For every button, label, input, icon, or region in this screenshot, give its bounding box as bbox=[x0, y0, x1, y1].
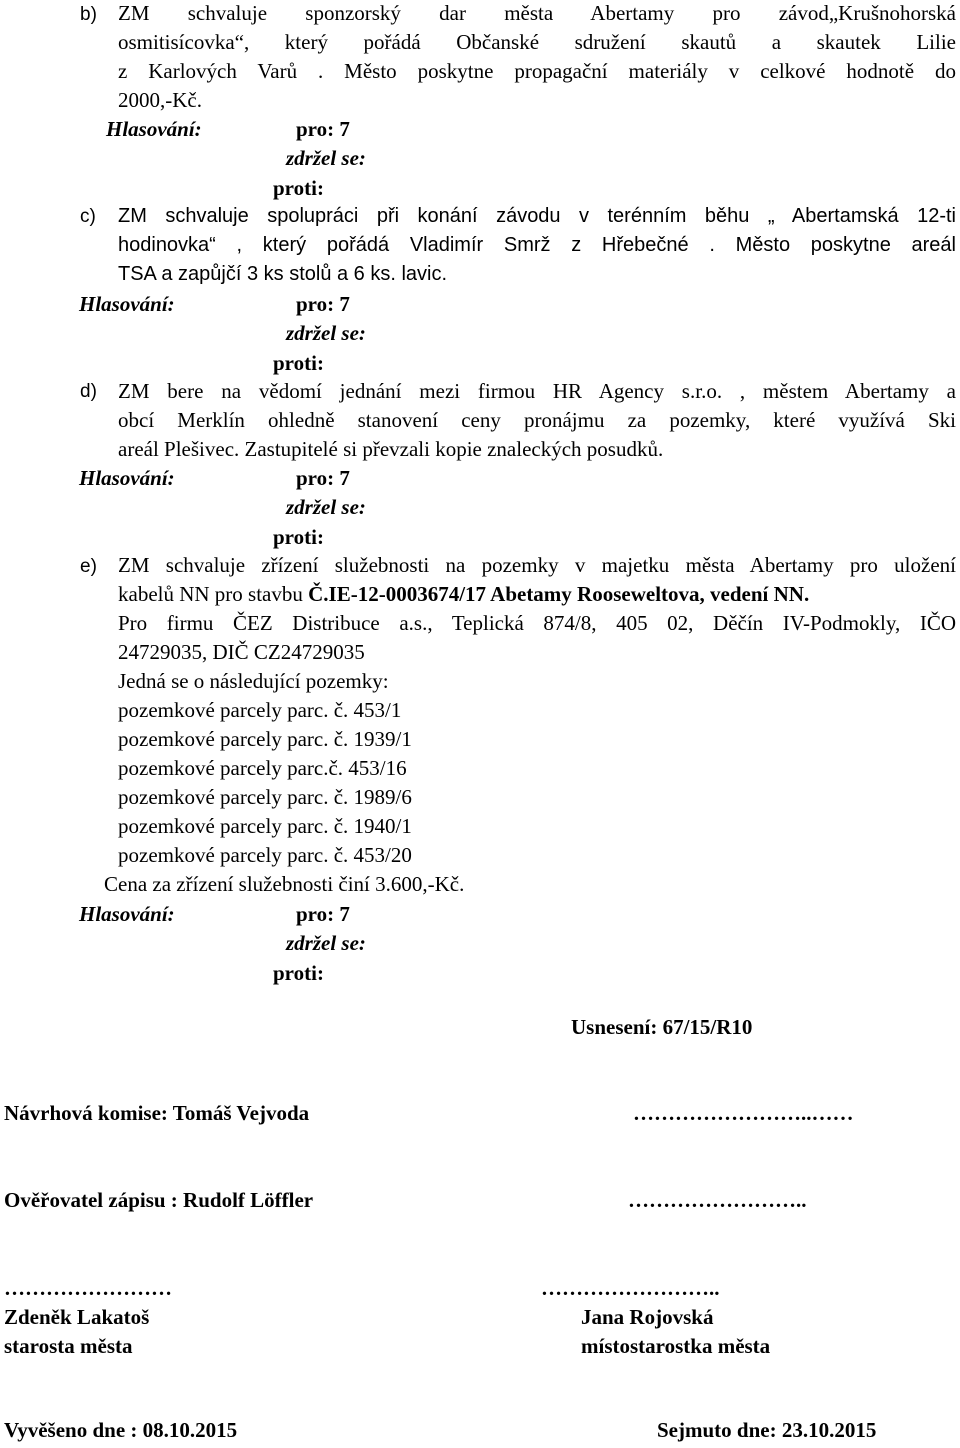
removed-date: Sejmuto dne: 23.10.2015 bbox=[657, 1418, 877, 1442]
starosta-name: Zdeněk Lakatoš bbox=[4, 1305, 150, 1329]
section-b-line-2: osmitisícovka“, který pořádá Občanské sdružení skautů a skautek Lilie bbox=[118, 30, 956, 54]
section-e-line-3: Pro firmu ČEZ Distribuce a.s., Teplická 874/8, 405 02, Děčín IV-Podmokly, IČO bbox=[118, 611, 956, 635]
vote-proti: proti: bbox=[273, 961, 324, 985]
signature-line: ……………………..…… bbox=[633, 1101, 854, 1125]
vote-pro: pro: 7 bbox=[296, 292, 350, 316]
section-b-line-1: ZM schvaluje sponzorský dar města Abertamy pro závod„Krušnohorská bbox=[118, 1, 956, 25]
vote-zdrzel: zdržel se: bbox=[286, 495, 366, 519]
vote-label: Hlasování: bbox=[79, 466, 175, 490]
parcel-item: pozemkové parcely parc. č. 1940/1 bbox=[118, 814, 412, 838]
section-b-line-3: z Karlových Varů . Město poskytne propagační materiály v celkové hodnotě do bbox=[118, 59, 956, 83]
section-d-line-2: obcí Merklín ohledně stanovení ceny pronájmu za pozemky, které využívá Ski bbox=[118, 408, 956, 432]
mistostarostka-name: Jana Rojovská bbox=[581, 1305, 714, 1329]
vote-label: Hlasování: bbox=[106, 117, 202, 141]
signature-line: …………………….. bbox=[541, 1276, 720, 1300]
mistostarostka-title: místostarostka města bbox=[581, 1334, 771, 1358]
signature-line: …………………… bbox=[4, 1276, 172, 1300]
section-e-line-2-text: kabelů NN pro stavbu bbox=[118, 582, 309, 606]
vote-zdrzel: zdržel se: bbox=[286, 931, 366, 955]
section-marker: b) bbox=[80, 4, 97, 25]
parcel-item: pozemkové parcely parc. č. 1939/1 bbox=[118, 727, 412, 751]
vote-zdrzel: zdržel se: bbox=[286, 321, 366, 345]
parcel-item: pozemkové parcely parc. č. 453/1 bbox=[118, 698, 402, 722]
vote-proti: proti: bbox=[273, 525, 324, 549]
navrhova-komise: Návrhová komise: Tomáš Vejvoda bbox=[4, 1101, 310, 1125]
vote-pro: pro: 7 bbox=[296, 117, 350, 141]
section-c-line-1: ZM schvaluje spolupráci při konání závodu v terénním běhu „ Abertamská 12-ti bbox=[118, 205, 956, 227]
section-marker: c) bbox=[80, 206, 96, 227]
section-e-line-2 bbox=[118, 581, 809, 607]
section-d-line-3: areál Plešivec. Zastupitelé si převzali kopie znaleckých posudků. bbox=[118, 437, 664, 461]
vote-label: Hlasování: bbox=[79, 292, 175, 316]
posted-date: Vyvěšeno dne : 08.10.2015 bbox=[4, 1418, 238, 1442]
overovatel-zapisu: Ověřovatel zápisu : Rudolf Löffler bbox=[4, 1188, 314, 1212]
section-c-line-3: TSA a zapůjčí 3 ks stolů a 6 ks. lavic. bbox=[118, 263, 448, 285]
starosta-title: starosta města bbox=[4, 1334, 133, 1358]
section-e-line-5: Jedná se o následující pozemky: bbox=[118, 669, 389, 693]
vote-pro: pro: 7 bbox=[296, 902, 350, 926]
section-c-line-2: hodinovka“ , který pořádá Vladimír Smrž z Hřebečné . Město poskytne areál bbox=[118, 234, 956, 256]
parcel-item: pozemkové parcely parc. č. 453/20 bbox=[118, 843, 412, 867]
price-line: Cena za zřízení služebnosti činí 3.600,-Kč. bbox=[104, 872, 465, 896]
stavba-code: Č.IE-12-0003674/17 Abetamy Rooseweltova, vedení NN. bbox=[308, 582, 810, 606]
vote-proti: proti: bbox=[273, 351, 324, 375]
section-e-line-1: ZM schvaluje zřízení služebnosti na pozemky v majetku města Abertamy pro uložení bbox=[118, 553, 956, 577]
vote-zdrzel: zdržel se: bbox=[286, 146, 366, 170]
vote-proti: proti: bbox=[273, 176, 324, 200]
signature-line: …………………….. bbox=[628, 1188, 807, 1212]
resolution-number: Usnesení: 67/15/R10 bbox=[571, 1015, 753, 1039]
section-marker: d) bbox=[80, 381, 97, 402]
parcel-item: pozemkové parcely parc.č. 453/16 bbox=[118, 756, 407, 780]
section-d-line-1: ZM bere na vědomí jednání mezi firmou HR Agency s.r.o. , městem Abertamy a bbox=[118, 379, 956, 403]
vote-pro: pro: 7 bbox=[296, 466, 350, 490]
vote-label: Hlasování: bbox=[79, 902, 175, 926]
section-marker: e) bbox=[80, 556, 97, 577]
parcel-item: pozemkové parcely parc. č. 1989/6 bbox=[118, 785, 412, 809]
section-b-line-4: 2000,-Kč. bbox=[118, 88, 202, 112]
section-e-line-4: 24729035, DIČ CZ24729035 bbox=[118, 640, 365, 664]
